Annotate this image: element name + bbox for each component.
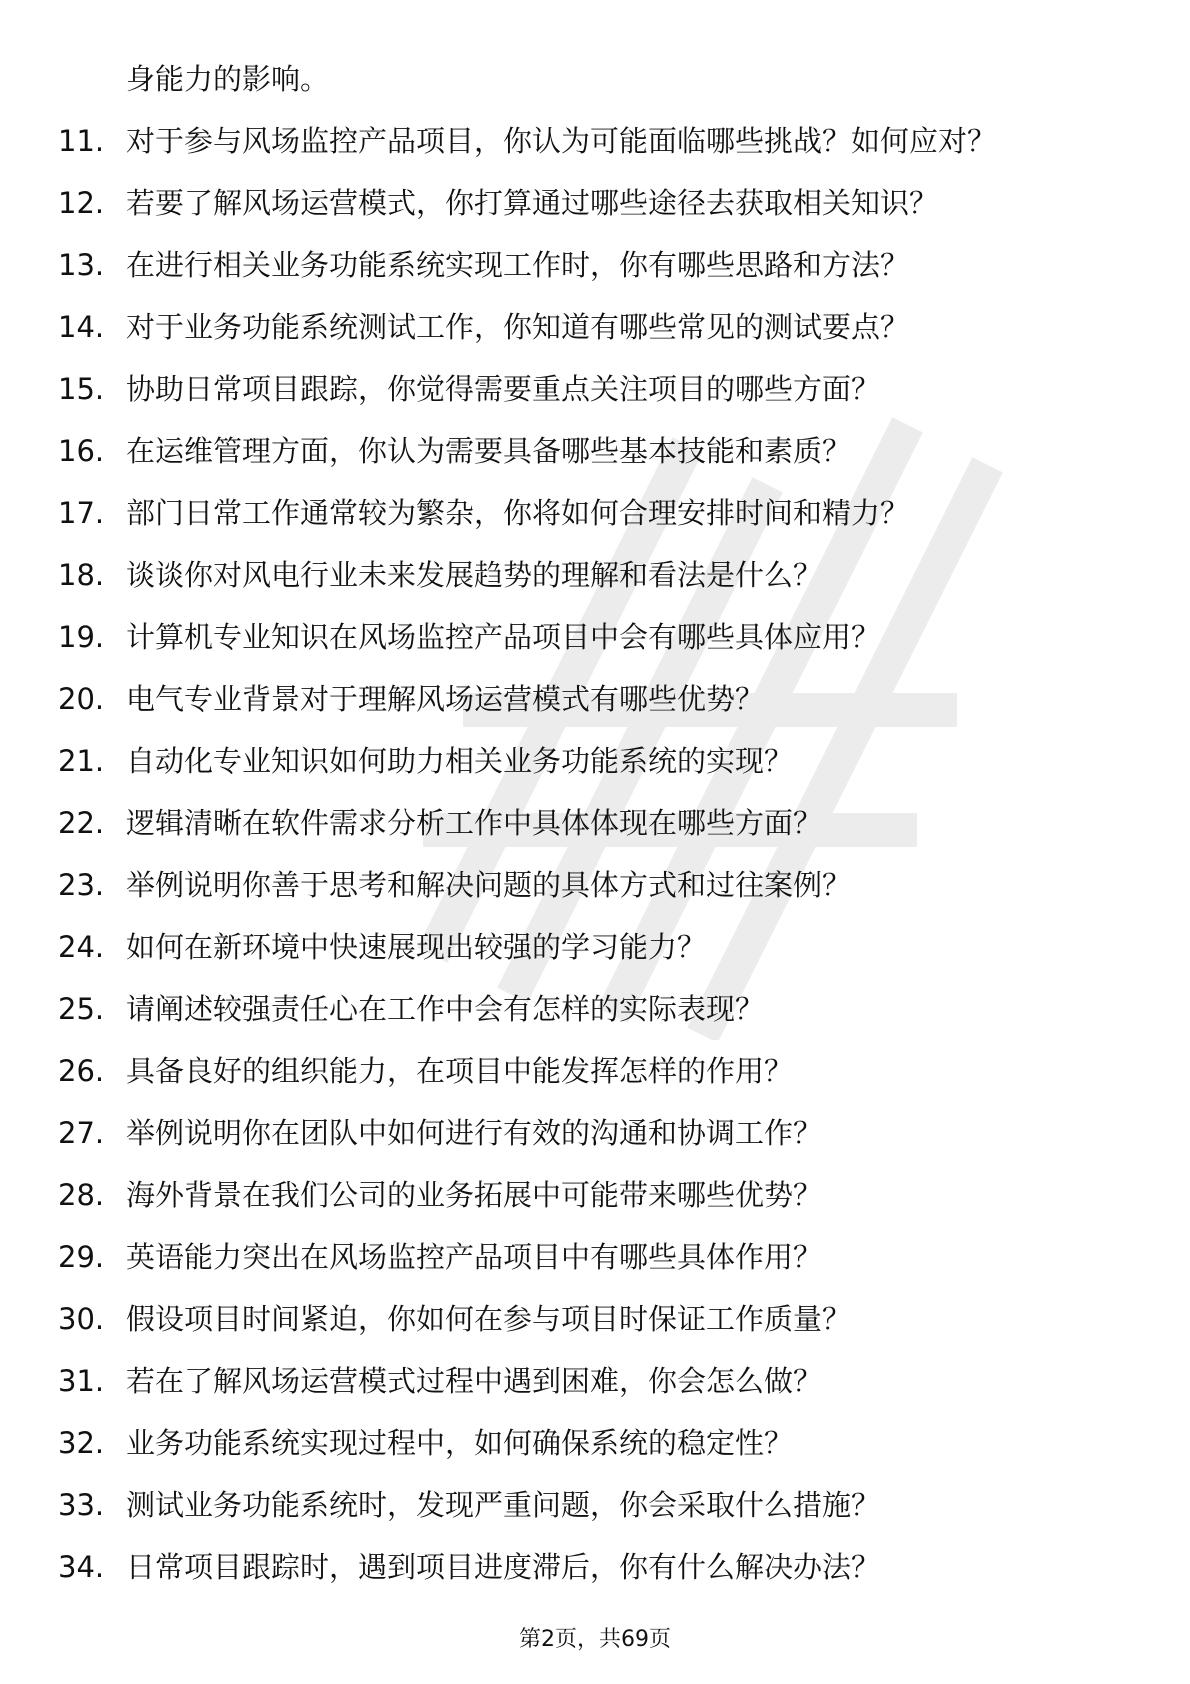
question-number: 17. <box>58 496 105 530</box>
question-text: 对于参与风场监控产品项目，你认为可能面临哪些挑战？如何应对？ <box>126 124 997 158</box>
question-item <box>0 606 1190 668</box>
question-number: 22. <box>58 806 105 840</box>
page-footer: 第2页，共69页 <box>519 1627 671 1652</box>
question-number: 32. <box>58 1426 105 1460</box>
question-text: 若要了解风场运营模式，你打算通过哪些途径去获取相关知识？ <box>126 186 939 220</box>
question-number: 29. <box>58 1240 105 1274</box>
question-item <box>0 792 1190 854</box>
continuation-line: 身能力的影响。 <box>126 62 330 96</box>
question-item <box>0 1040 1190 1102</box>
question-item <box>0 730 1190 792</box>
question-number: 27. <box>58 1116 105 1150</box>
question-text: 对于业务功能系统测试工作，你知道有哪些常见的测试要点？ <box>126 310 910 344</box>
question-number: 19. <box>58 620 105 654</box>
question-text: 谈谈你对风电行业未来发展趋势的理解和看法是什么？ <box>126 558 823 592</box>
question-number: 16. <box>58 434 105 468</box>
question-number: 34. <box>58 1550 105 1584</box>
question-item <box>0 1102 1190 1164</box>
question-number: 26. <box>58 1054 105 1088</box>
question-text: 举例说明你善于思考和解决问题的具体方式和过往案例？ <box>126 868 852 902</box>
question-number: 21. <box>58 744 105 778</box>
question-item <box>0 296 1190 358</box>
question-item <box>0 482 1190 544</box>
question-item <box>0 1536 1190 1598</box>
question-number: 12. <box>58 186 105 220</box>
question-text: 请阐述较强责任心在工作中会有怎样的实际表现？ <box>126 992 765 1026</box>
question-number: 20. <box>58 682 105 716</box>
question-text: 电气专业背景对于理解风场运营模式有哪些优势？ <box>126 682 765 716</box>
question-item <box>0 1474 1190 1536</box>
question-text: 部门日常工作通常较为繁杂，你将如何合理安排时间和精力？ <box>126 496 910 530</box>
question-number: 14. <box>58 310 105 344</box>
question-item <box>0 110 1190 172</box>
question-number: 25. <box>58 992 105 1026</box>
question-number: 31. <box>58 1364 105 1398</box>
question-number: 23. <box>58 868 105 902</box>
question-text: 业务功能系统实现过程中，如何确保系统的稳定性？ <box>126 1426 794 1460</box>
question-list <box>0 48 1190 1598</box>
question-text: 自动化专业知识如何助力相关业务功能系统的实现？ <box>126 744 794 778</box>
question-item <box>0 358 1190 420</box>
question-number: 18. <box>58 558 105 592</box>
question-text: 海外背景在我们公司的业务拓展中可能带来哪些优势？ <box>126 1178 823 1212</box>
question-item <box>0 1350 1190 1412</box>
question-item <box>0 420 1190 482</box>
question-item <box>0 854 1190 916</box>
question-text: 英语能力突出在风场监控产品项目中有哪些具体作用？ <box>126 1240 823 1274</box>
question-text: 计算机专业知识在风场监控产品项目中会有哪些具体应用？ <box>126 620 881 654</box>
question-number: 24. <box>58 930 105 964</box>
question-text: 在进行相关业务功能系统实现工作时，你有哪些思路和方法？ <box>126 248 910 282</box>
question-item <box>0 544 1190 606</box>
question-number: 28. <box>58 1178 105 1212</box>
question-text: 举例说明你在团队中如何进行有效的沟通和协调工作？ <box>126 1116 823 1150</box>
question-text: 如何在新环境中快速展现出较强的学习能力？ <box>126 930 707 964</box>
question-item <box>0 1226 1190 1288</box>
question-text: 在运维管理方面，你认为需要具备哪些基本技能和素质？ <box>126 434 852 468</box>
question-number: 13. <box>58 248 105 282</box>
question-item <box>0 234 1190 296</box>
question-item <box>0 978 1190 1040</box>
question-item <box>0 1412 1190 1474</box>
question-number: 30. <box>58 1302 105 1336</box>
question-text: 协助日常项目跟踪，你觉得需要重点关注项目的哪些方面？ <box>126 372 881 406</box>
question-item <box>0 172 1190 234</box>
question-item <box>0 1288 1190 1350</box>
question-text: 逻辑清晰在软件需求分析工作中具体体现在哪些方面？ <box>126 806 823 840</box>
question-text: 假设项目时间紧迫，你如何在参与项目时保证工作质量？ <box>126 1302 852 1336</box>
question-item <box>0 668 1190 730</box>
question-text: 具备良好的组织能力，在项目中能发挥怎样的作用？ <box>126 1054 794 1088</box>
question-text: 若在了解风场运营模式过程中遇到困难，你会怎么做？ <box>126 1364 823 1398</box>
question-number: 15. <box>58 372 105 406</box>
question-text: 测试业务功能系统时，发现严重问题，你会采取什么措施？ <box>126 1488 881 1522</box>
question-number: 33. <box>58 1488 105 1522</box>
question-item <box>0 1164 1190 1226</box>
question-item <box>0 916 1190 978</box>
question-text: 日常项目跟踪时，遇到项目进度滞后，你有什么解决办法？ <box>126 1550 881 1584</box>
question-number: 11. <box>58 124 105 158</box>
